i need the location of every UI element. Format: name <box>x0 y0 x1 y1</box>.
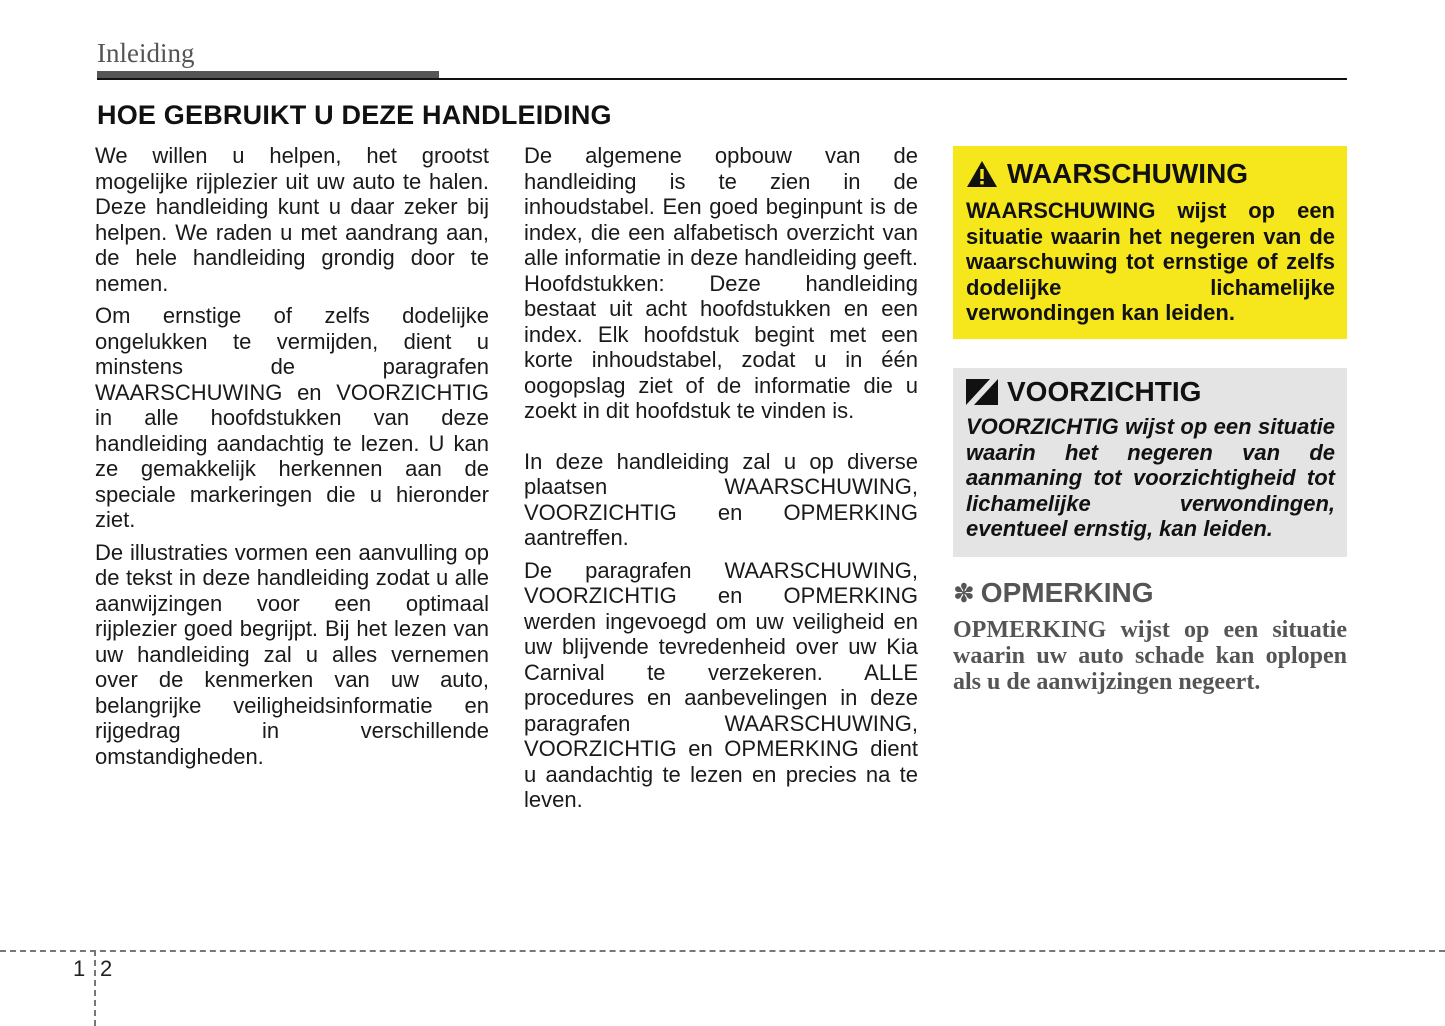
warning-title: WAARSCHUWING <box>1007 158 1249 189</box>
paragraph: De illustraties vormen een aanvulling op de tekst in deze handleiding zodat u alle aanwijzingen voor een optimaal rijplezier goed begrijpt. Bij het lezen van uw handleiding zal u alles vernemen over de kenmerken van uw auto, belangrijke veiligheidsinformatie en rijgedrag in verschillende omstandigheden. <box>95 539 489 769</box>
paragraph: De algemene opbouw van de handleiding is te zien in de inhoudstabel. Een goed beginpunt is de index, die een alfabetisch overzicht van alle informatie in deze handleiding geeft. Hoofdstukken: Deze handleiding bestaat uit acht hoofdstukken en een index. Elk hoofdstuk begint met een korte inhoudstabel, zodat u in één oogopslag ziet of de informatie die u zoekt in dit hoofdstuk te vinden is. <box>524 143 918 423</box>
note-heading <box>953 577 1347 609</box>
page-title: HOE GEBRUIKT U DEZE HANDLEIDING <box>97 100 612 130</box>
paragraph: Om ernstige of zelfs dodelijke ongelukken te vermijden, dient u minstens de paragrafen WAARSCHUWING en VOORZICHTIG in alle hoofdstukken van deze handleiding aandachtig te lezen. U kan ze gemakkelijk herkennen aan de speciale markeringen die u hieronder ziet. <box>95 303 489 532</box>
caution-heading <box>966 376 1335 408</box>
caution-title: VOORZICHTIG <box>1007 376 1202 407</box>
note-text: OPMERKING wijst op een situatie waarin uw auto schade kan oplopen als u de aanwijzingen negeert. <box>953 617 1347 695</box>
footer-divider <box>94 950 96 1026</box>
text-column-2 <box>524 143 918 820</box>
paragraph: We willen u helpen, het grootst mogelijke rijplezier uit uw auto te halen. Deze handleiding kunt u daar zeker bij helpen. We raden u met aandrang aan, de hele handleiding grondig door te nemen. <box>95 143 489 296</box>
note-title: OPMERKING <box>980 577 1154 608</box>
footer-rule <box>0 950 1445 952</box>
warning-text: WAARSCHUWING wijst op een situatie waarin het negeren van de waarschuwing tot ernstige of zelfs dodelijke lichamelijke verwondingen kan leiden. <box>966 198 1335 325</box>
header-rule <box>97 78 1347 80</box>
caution-box <box>953 368 1347 557</box>
section-label: Inleiding <box>97 38 195 68</box>
asterisk-icon: ✽ <box>953 577 975 608</box>
warning-box <box>953 146 1347 339</box>
warning-triangle-icon <box>966 160 998 188</box>
paragraph: In deze handleiding zal u op diverse plaatsen WAARSCHUWING, VOORZICHTIG en OPMERKING aantreffen. <box>524 448 918 550</box>
paragraph: De paragrafen WAARSCHUWING, VOORZICHTIG en OPMERKING werden ingevoegd om uw veiligheid en uw blijvende tevredenheid over uw Kia Carnival te verzekeren. ALLE procedures en aanbevelingen in deze paragrafen WAARSCHUWING, VOORZICHTIG en OPMERKING dient u aandachtig te lezen en precies na te leven. <box>524 557 918 812</box>
text-column-1 <box>95 143 489 776</box>
caution-slash-icon <box>966 379 998 405</box>
caution-text: VOORZICHTIG wijst op een situatie waarin het negeren van de aanmaning tot voorzichtigheid tot lichamelijke verwondingen, eventueel ernstig, kan leiden. <box>966 414 1335 541</box>
warning-heading <box>966 158 1335 190</box>
page-number: 2 <box>100 956 113 981</box>
note-block <box>953 577 1347 695</box>
chapter-number: 1 <box>73 956 86 981</box>
